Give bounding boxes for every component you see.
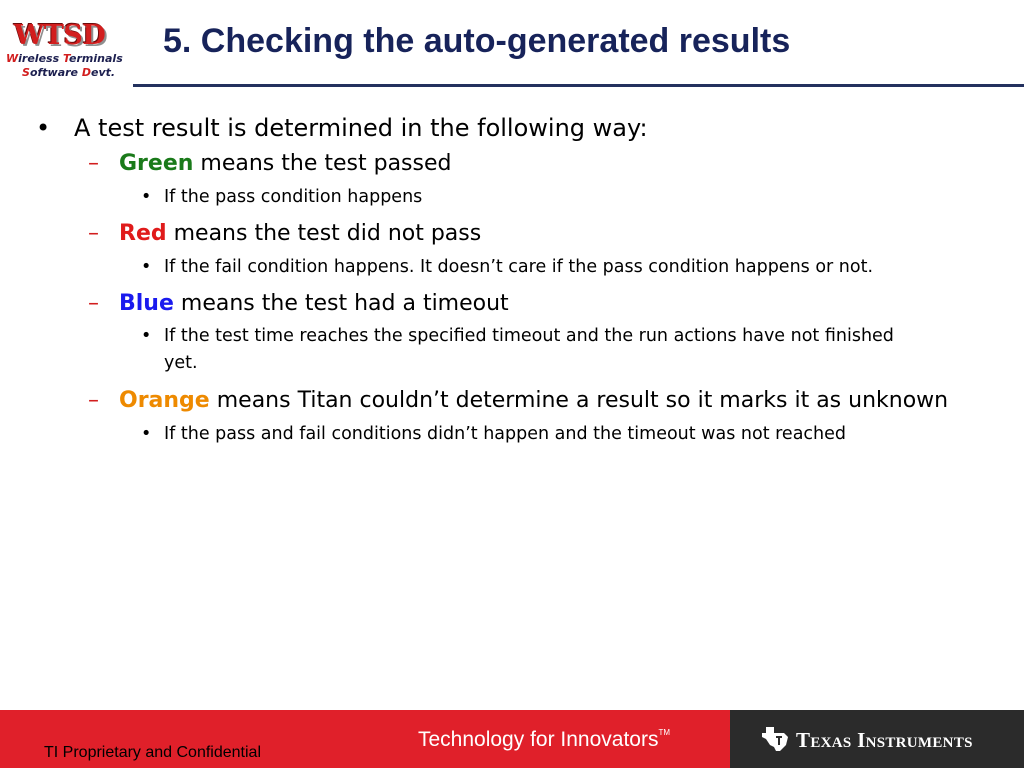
trademark-mark: TM <box>658 728 671 737</box>
title-divider <box>133 84 1024 87</box>
detail-text: If the fail condition happens. It doesn’t care if the pass condition happens or not. <box>164 257 874 277</box>
logo-line-1: Wireless Terminals <box>6 52 123 65</box>
slide-title: 5. Checking the auto-generated results <box>163 22 791 60</box>
bullet-dot-icon: • <box>36 114 51 142</box>
result-text: means the test passed <box>193 151 452 176</box>
ti-state-icon <box>760 725 790 753</box>
result-item-red <box>88 221 481 246</box>
detail-text: If the test time reaches the specified timeout and the run actions have not finished yet. <box>164 326 894 373</box>
footer-band <box>0 710 1024 768</box>
dash-icon: – <box>88 291 99 316</box>
bullet-dot-icon: • <box>141 257 152 277</box>
result-detail-orange <box>141 424 846 444</box>
logo-line-2: Software Devt. <box>22 66 116 79</box>
result-item-green <box>88 151 451 176</box>
ti-company-name: TEXAS INSTRUMENTS <box>796 728 973 752</box>
result-detail-red <box>141 257 873 277</box>
dash-icon: – <box>88 151 99 176</box>
bullet-dot-icon: • <box>141 326 152 346</box>
keyword-orange: Orange <box>119 388 210 413</box>
detail-text: If the pass and fail conditions didn’t happen and the timeout was not reached <box>164 424 847 444</box>
keyword-green: Green <box>119 151 194 176</box>
footer-tagline: Technology for Innovators™ <box>418 728 671 751</box>
result-text: means the test did not pass <box>166 221 482 246</box>
bullet-dot-icon: • <box>141 424 152 444</box>
detail-text: If the pass condition happens <box>164 187 423 207</box>
intro-bullet <box>36 114 648 142</box>
dash-icon: – <box>88 221 99 246</box>
bullet-dot-icon: • <box>141 187 152 207</box>
confidential-notice: TI Proprietary and Confidential <box>44 744 261 761</box>
keyword-red: Red <box>119 221 167 246</box>
wtsd-logo <box>6 22 128 80</box>
result-item-blue <box>88 291 509 316</box>
result-detail-blue <box>141 323 941 377</box>
intro-text: A test result is determined in the following way: <box>74 114 648 142</box>
dash-icon: – <box>88 388 99 413</box>
logo-wordmark: WTSD <box>14 20 106 51</box>
result-detail-green <box>141 187 422 207</box>
keyword-blue: Blue <box>119 291 174 316</box>
result-item-orange <box>88 388 948 413</box>
result-text: means the test had a timeout <box>173 291 509 316</box>
result-text: means Titan couldn’t determine a result so it marks it as unknown <box>209 388 949 413</box>
